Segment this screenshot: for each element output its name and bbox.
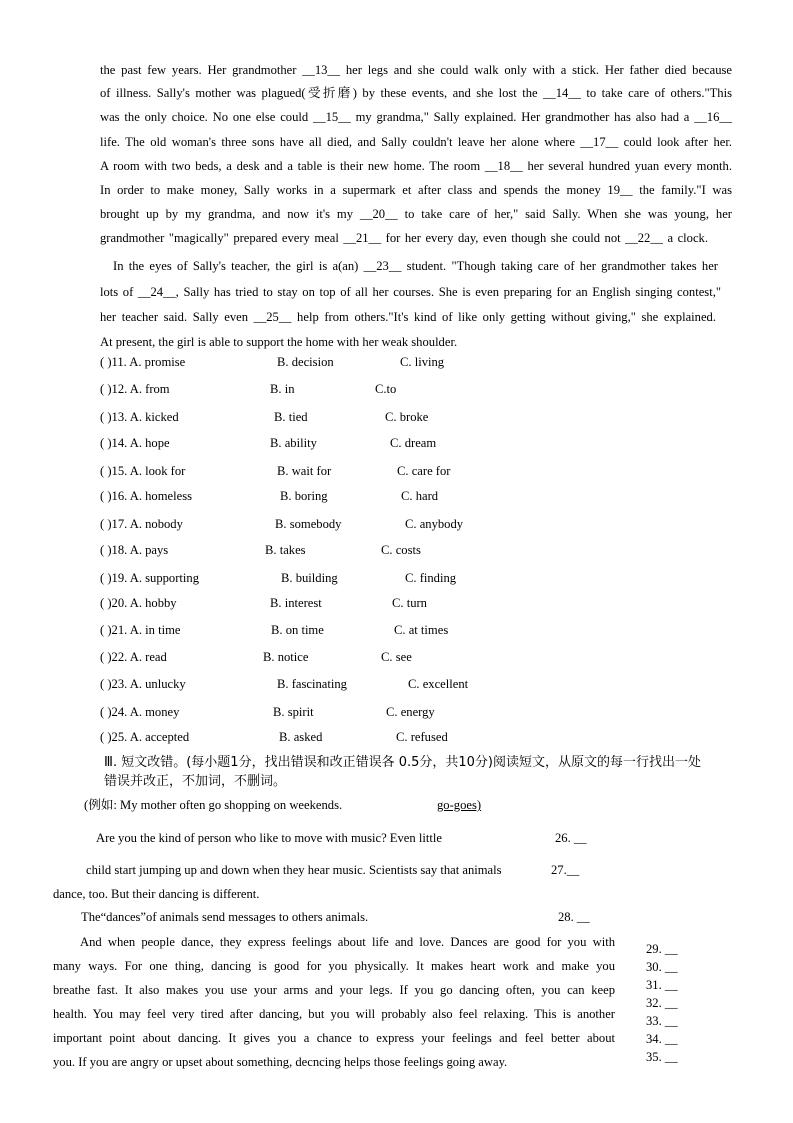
question-option-c: C. broke bbox=[385, 410, 429, 424]
correction-line: important point about dancing. It gives you a chance to express your feelings and feel better about bbox=[53, 1031, 615, 1045]
question-option-a: ( )24. A. money bbox=[100, 705, 180, 719]
question-option-b: B. spirit bbox=[273, 705, 314, 719]
answer-mark: 27.__ bbox=[551, 863, 580, 877]
question-option-a: ( )16. A. homeless bbox=[100, 489, 192, 503]
correction-line: dance, too. But their dancing is different. bbox=[53, 887, 260, 901]
correction-line: child start jumping up and down when they hear music. Scientists say that animals bbox=[86, 863, 502, 877]
passage-line: grandmother "magically" prepared every meal __21__ for her every day, even though she could not __22__ a clock. bbox=[100, 231, 708, 245]
question-option-a: ( )15. A. look for bbox=[100, 464, 186, 478]
question-option-b: B. interest bbox=[270, 596, 322, 610]
question-option-a: ( )12. A. from bbox=[100, 382, 170, 396]
question-option-c: C. living bbox=[400, 355, 445, 369]
correction-line: you. If you are angry or upset about something, decncing helps those feelings going away. bbox=[53, 1055, 508, 1069]
question-option-c: C. excellent bbox=[408, 677, 469, 691]
passage-line: In order to make money, Sally works in a supermark et after class and spends the money 19__ the family."I was bbox=[100, 183, 732, 197]
question-option-b: B. boring bbox=[280, 489, 328, 503]
question-option-c: C. refused bbox=[396, 730, 448, 744]
correction-line: many ways. For one thing, dancing is good for you physically. It makes heart work and make you bbox=[53, 959, 615, 973]
question-option-b: B. on time bbox=[271, 623, 324, 637]
passage-line: of illness. Sally's mother was plagued(受折磨) by these events, and she lost the __14__ to take care of others."This bbox=[100, 86, 732, 100]
passage-line: was the only choice. No one else could __15__ my grandma," Sally explained. Her grandmother has also had a __16__ bbox=[100, 110, 732, 124]
answer-mark: 26. __ bbox=[555, 831, 587, 845]
question-option-c: C. energy bbox=[386, 705, 435, 719]
correction-line: Are you the kind of person who like to move with music? Even little bbox=[96, 831, 442, 845]
example-text: (例如: My mother often go shopping on weekends. bbox=[84, 798, 343, 812]
question-option-c: C. costs bbox=[381, 543, 421, 557]
question-option-a: ( )25. A. accepted bbox=[100, 730, 190, 744]
question-option-b: B. decision bbox=[277, 355, 334, 369]
passage-line: In the eyes of Sally's teacher, the girl is a(an) __23__ student. "Though taking care of her grandmother takes her bbox=[113, 259, 718, 273]
question-option-b: B. somebody bbox=[275, 517, 342, 531]
section-heading-cont: 错误并改正，不加词，不删词。 bbox=[104, 774, 287, 789]
answer-mark: 30. __ bbox=[646, 960, 678, 974]
passage-line: life. The old woman's three sons have all died, and Sally couldn't leave her alone where __17__ could look after her. bbox=[100, 135, 732, 149]
correction-line: And when people dance, they express feelings about life and love. Dances are good for you with bbox=[80, 935, 615, 949]
question-option-a: ( )11. A. promise bbox=[100, 355, 186, 369]
answer-mark: 35. __ bbox=[646, 1050, 678, 1064]
question-option-c: C. turn bbox=[392, 596, 427, 610]
question-option-b: B. notice bbox=[263, 650, 309, 664]
passage-line: her teacher said. Sally even __25__ help from others."It's kind of like only getting without giving," she explained. bbox=[100, 310, 716, 324]
passage-line: A room with two beds, a desk and a table is their new home. The room __18__ her several hundred yuan every month. bbox=[100, 159, 732, 173]
answer-mark: 28. __ bbox=[558, 910, 590, 924]
question-option-c: C. finding bbox=[405, 571, 457, 585]
correction-line: health. You may feel very tired after dancing, but you will probably also feel relaxing. This is another bbox=[53, 1007, 615, 1021]
question-option-a: ( )13. A. kicked bbox=[100, 410, 179, 424]
question-option-c: C. dream bbox=[390, 436, 437, 450]
passage-line: brought up by my grandma, and now it's my __20__ to take care of her," said Sally. When she was young, her bbox=[100, 207, 732, 221]
passage-line: lots of __24__, Sally has tried to stay on top of all her courses. She is even preparing for an English singing contest," bbox=[100, 285, 721, 299]
question-option-a: ( )17. A. nobody bbox=[100, 517, 183, 531]
passage-line: the past few years. Her grandmother __13__ her legs and she could walk only with a stick. Her father died because bbox=[100, 63, 732, 77]
correction-line: breathe fast. It also makes you use your arms and your legs. If you go dancing often, you can keep bbox=[53, 983, 615, 997]
question-option-b: B. building bbox=[281, 571, 338, 585]
section-heading: Ⅲ. 短文改错。(每小题1分，找出错误和改正错误各 0.5分，共10分)阅读短文，从原文的每一行找出一处 bbox=[104, 755, 701, 770]
question-option-b: B. asked bbox=[279, 730, 323, 744]
example-answer: go-goes) bbox=[437, 798, 482, 812]
question-option-c: C. hard bbox=[401, 489, 439, 503]
answer-mark: 32. __ bbox=[646, 996, 678, 1010]
correction-line: The“dances”of animals send messages to others animals. bbox=[81, 910, 369, 924]
question-option-b: B. takes bbox=[265, 543, 306, 557]
answer-mark: 34. __ bbox=[646, 1032, 678, 1046]
question-option-a: ( )14. A. hope bbox=[100, 436, 170, 450]
question-option-b: B. wait for bbox=[277, 464, 332, 478]
question-option-a: ( )23. A. unlucky bbox=[100, 677, 186, 691]
question-option-a: ( )22. A. read bbox=[100, 650, 167, 664]
question-option-b: B. fascinating bbox=[277, 677, 347, 691]
answer-mark: 33. __ bbox=[646, 1014, 678, 1028]
question-option-b: B. ability bbox=[270, 436, 317, 450]
question-option-b: B. in bbox=[270, 382, 295, 396]
question-option-a: ( )18. A. pays bbox=[100, 543, 169, 557]
answer-mark: 29. __ bbox=[646, 942, 678, 956]
question-option-c: C. care for bbox=[397, 464, 451, 478]
question-option-a: ( )19. A. supporting bbox=[100, 571, 199, 585]
question-option-c: C. at times bbox=[394, 623, 449, 637]
passage-line: At present, the girl is able to support the home with her weak shoulder. bbox=[100, 335, 458, 349]
question-option-a: ( )21. A. in time bbox=[100, 623, 181, 637]
question-option-c: C. see bbox=[381, 650, 412, 664]
question-option-c: C.to bbox=[375, 382, 397, 396]
question-option-c: C. anybody bbox=[405, 517, 464, 531]
answer-mark: 31. __ bbox=[646, 978, 678, 992]
question-option-b: B. tied bbox=[274, 410, 308, 424]
question-option-a: ( )20. A. hobby bbox=[100, 596, 177, 610]
